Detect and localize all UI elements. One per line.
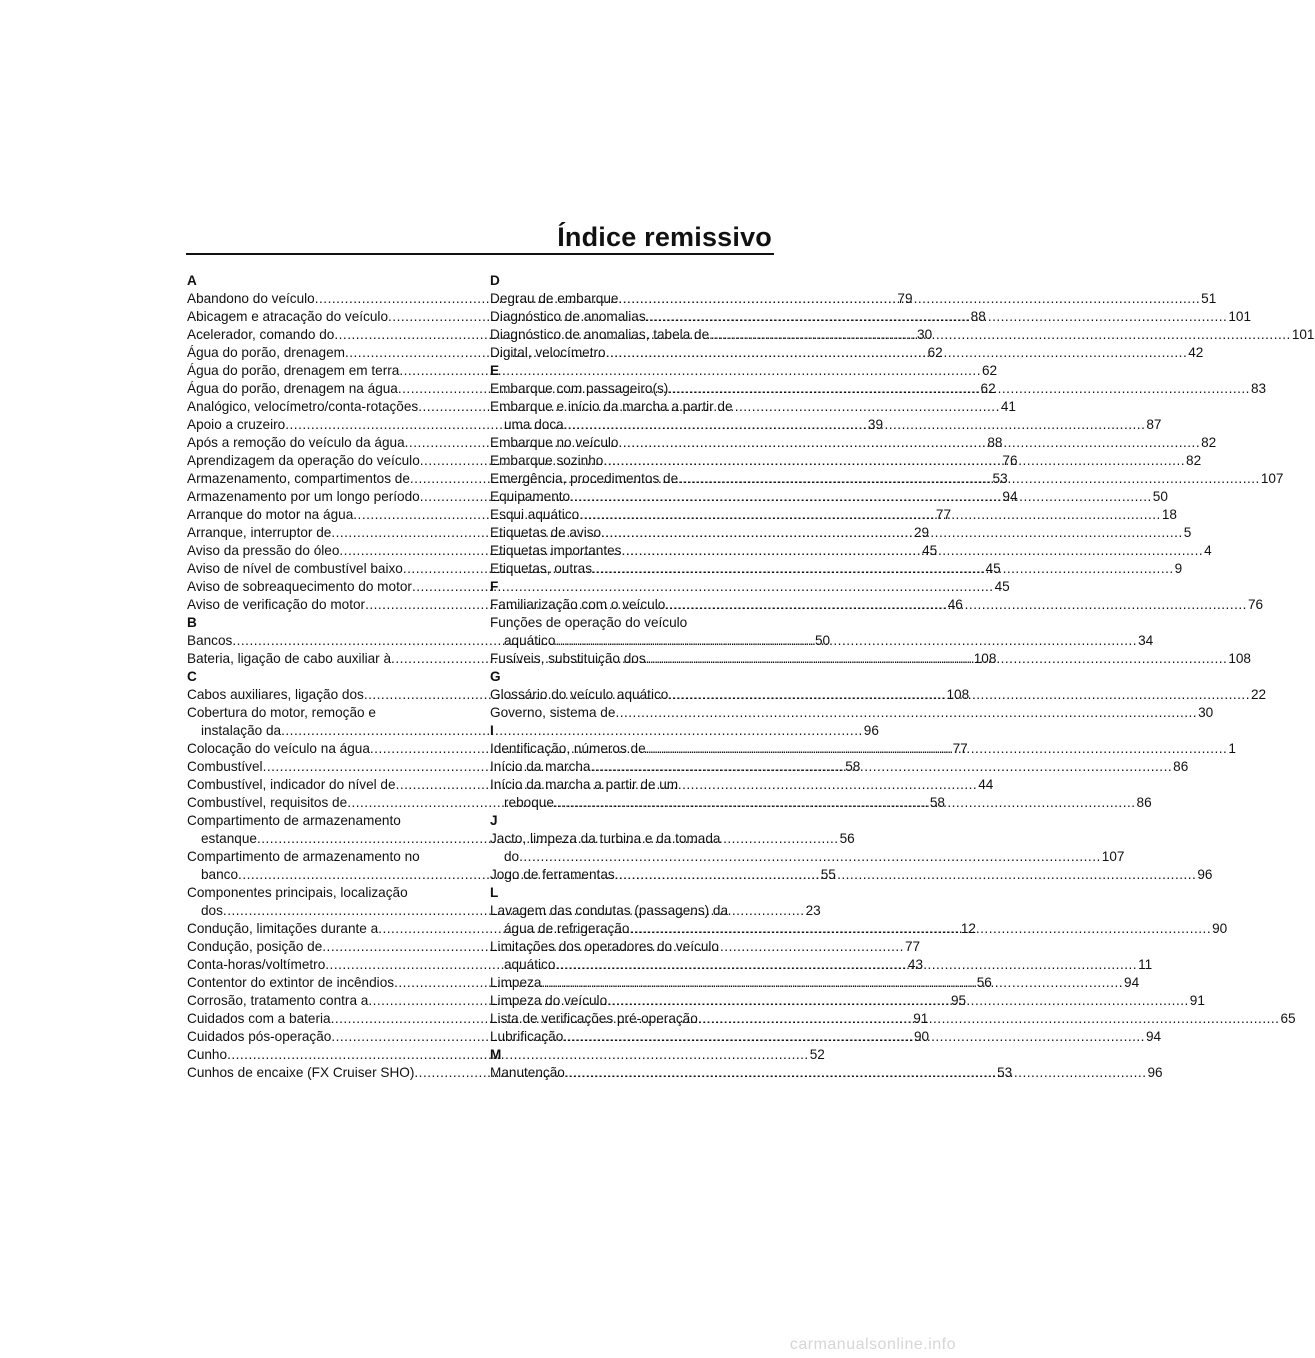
entry-label: Compartimento de armazenamento: [187, 813, 401, 828]
section-letter: A: [187, 273, 197, 288]
dot-leader: [621, 542, 1203, 560]
dot-leader: [570, 488, 1152, 506]
page-number: 50: [1152, 489, 1168, 504]
entry-label: Acelerador, comando do: [187, 327, 335, 342]
entry-label: Bateria, ligação de cabo auxiliar à: [187, 651, 392, 666]
entry-label: Aprendizagem da operação do veículo: [187, 453, 420, 468]
entry-label: Governo, sistema de: [490, 705, 616, 720]
dot-leader: [555, 956, 1137, 974]
entry-label: Diagnóstico de anomalias, tabela de: [490, 327, 710, 342]
page-number: 30: [1198, 705, 1214, 720]
page-number: 56: [839, 831, 855, 846]
page-number: 58: [929, 795, 945, 810]
dot-leader: [541, 974, 1123, 992]
entry-label: Água do porão, drenagem na água: [187, 381, 398, 396]
entry-label: aquático: [504, 633, 556, 648]
page-number: 86: [1136, 795, 1152, 810]
entry-label: estanque: [201, 831, 257, 846]
entry-label: Embarque no veículo: [490, 435, 619, 450]
entry-label: água de refrigeração: [504, 921, 630, 936]
entry-label: Funções de operação do veículo: [490, 615, 688, 630]
page-number: 90: [914, 1029, 930, 1044]
index-entry: [187, 578, 1010, 596]
entry-label: Cabos auxiliares, ligação dos: [187, 687, 364, 702]
entry-label: Degrau de embarque: [490, 291, 619, 306]
page-number: 62: [927, 345, 943, 360]
page-number: 79: [897, 291, 913, 306]
dot-leader: [601, 524, 1183, 542]
index-entry: [490, 650, 1251, 668]
entry-label: Apoio a cruzeiro: [187, 417, 286, 432]
section-letter: L: [490, 885, 499, 900]
entry-label: Fusíveis, substituição dos: [490, 651, 646, 666]
entry-label: Identificação, números de: [490, 741, 646, 756]
page-number: 76: [1002, 453, 1018, 468]
section-letter: B: [187, 615, 197, 630]
page-number: 46: [947, 597, 963, 612]
entry-label: Aviso de verificação do motor: [187, 597, 366, 612]
dot-leader: [591, 758, 1173, 776]
page-number: 5: [1183, 525, 1192, 540]
page-number: 53: [997, 1065, 1013, 1080]
page-number: 44: [978, 777, 994, 792]
entry-label: Embarque e início da marcha a partir de: [490, 399, 733, 414]
entry-label: Combustível, indicador do nível de: [187, 777, 396, 792]
entry-label: Abicagem e atracação do veículo: [187, 309, 389, 324]
entry-label: Água do porão, drenagem: [187, 345, 345, 360]
page-number: 88: [970, 309, 986, 324]
entry-label: Digital, velocímetro: [490, 345, 606, 360]
page-number: 1: [1228, 741, 1236, 756]
entry-label: Cuidados com a bateria: [187, 1011, 331, 1026]
page-number: 23: [805, 903, 821, 918]
title-rule: [186, 253, 774, 255]
page-number: 94: [1002, 489, 1018, 504]
page-number: 77: [952, 741, 968, 756]
page-number: 90: [1212, 921, 1228, 936]
entry-label: Lubrificação: [490, 1029, 564, 1044]
page-number: 95: [951, 993, 967, 1008]
dot-leader: [698, 1010, 1280, 1028]
entry-label: Etiquetas importantes: [490, 543, 622, 558]
page-number: 29: [913, 525, 930, 540]
entry-label: Arranque do motor na água: [187, 507, 354, 522]
entry-label: Compartimento de armazenamento no: [187, 849, 420, 864]
entry-label: Combustível: [187, 759, 263, 774]
entry-label: reboque: [504, 795, 554, 810]
dot-leader: [579, 506, 1161, 524]
section-letter: F: [490, 579, 499, 594]
entry-label: uma doca: [504, 417, 564, 432]
page-number: 11: [1138, 957, 1153, 972]
dot-leader: [646, 308, 1228, 326]
entry-label: Componentes principais, localização: [187, 885, 408, 900]
entry-label: Início da marcha: [490, 759, 591, 774]
dot-leader: [618, 290, 1200, 308]
dot-leader: [563, 1028, 1145, 1046]
entry-label: Lavagem das condutas (passagens) da: [490, 903, 729, 918]
entry-label: Emergência, procedimentos de: [490, 471, 679, 486]
entry-label: Abandono do veículo: [187, 291, 315, 306]
dot-leader: [665, 596, 1247, 614]
dot-leader: [646, 650, 1228, 668]
dot-leader: [618, 434, 1200, 452]
page-number: 9: [1174, 561, 1183, 576]
entry-label: Embarque com passageiro(s): [490, 381, 669, 396]
entry-label: dos: [201, 903, 223, 918]
page-number: 76: [1247, 597, 1264, 612]
entry-label: banco: [201, 867, 239, 882]
page-number: 65: [1280, 1011, 1296, 1026]
entry-label: Armazenamento, compartimentos de: [187, 471, 410, 486]
page-number: 45: [994, 579, 1010, 594]
index-entry: [490, 848, 1125, 866]
dot-leader: [519, 848, 1101, 866]
entry-label: Aviso da pressão do óleo: [187, 543, 340, 558]
entry-label: Limpeza do veículo: [490, 993, 608, 1008]
page-number: 30: [917, 327, 933, 342]
page-number: 96: [1197, 867, 1213, 882]
index-entry: [490, 704, 1214, 722]
index-entry: [187, 362, 998, 380]
entry-label: Colocação do veículo na água: [187, 741, 370, 756]
page-number: 107: [1260, 471, 1284, 486]
page-number: 94: [1145, 1029, 1162, 1044]
page-number: 83: [1250, 381, 1267, 396]
page-number: 51: [1201, 291, 1217, 306]
page-number: 42: [1188, 345, 1204, 360]
entry-label: Diagnóstico de anomalias: [490, 309, 646, 324]
page-number: 96: [863, 723, 879, 738]
page-number: 82: [1201, 435, 1217, 450]
entry-label: Corrosão, tratamento contra a: [187, 993, 369, 1008]
page-number: 39: [867, 417, 884, 432]
index-entry: [187, 722, 879, 740]
section-letter: C: [187, 669, 197, 684]
entry-label: Jogo de ferramentas: [490, 867, 615, 882]
entry-label: Arranque, interruptor de: [187, 525, 332, 540]
page-number: 45: [985, 561, 1001, 576]
entry-label: Lista de verificações pré-operação: [490, 1011, 698, 1026]
entry-label: Glossário do veículo aquático: [490, 687, 669, 702]
page-number: 87: [1146, 417, 1162, 432]
page-number: 58: [845, 759, 861, 774]
page-number: 77: [935, 507, 952, 522]
page-number: 108: [946, 687, 970, 702]
section-letter: M: [490, 1047, 502, 1062]
entry-label: Jacto, limpeza da turbina e da tomada: [490, 831, 721, 846]
page-number: 82: [1186, 453, 1202, 468]
entry-label: Cuidados pós-operação: [187, 1029, 332, 1044]
entry-label: Limpeza: [490, 975, 542, 990]
entry-label: Cunho: [187, 1047, 228, 1062]
page-number: 91: [913, 1011, 929, 1026]
dot-leader: [709, 326, 1291, 344]
entry-label: Armazenamento por um longo período: [187, 489, 420, 504]
dot-leader: [615, 866, 1197, 884]
page-number: 12: [960, 921, 976, 936]
entry-label: Combustível, requisitos de: [187, 795, 348, 810]
entry-label: do: [504, 849, 520, 864]
entry-label: Embarque sozinho: [490, 453, 604, 468]
page-number: 34: [1138, 633, 1154, 648]
page-number: 4: [1204, 543, 1212, 558]
entry-label: instalação da: [201, 723, 282, 738]
page-number: 41: [1000, 399, 1016, 414]
section-letter: D: [490, 273, 500, 288]
entry-label: Após a remoção do veículo da água: [187, 435, 405, 450]
page-number: 53: [992, 471, 1008, 486]
section-letter: G: [490, 669, 501, 684]
dot-leader: [646, 740, 1228, 758]
entry-label: Analógico, velocímetro/conta-rotações: [187, 399, 419, 414]
page-number: 18: [1161, 507, 1177, 522]
page-number: 108: [973, 651, 997, 666]
page-number: 52: [809, 1047, 825, 1062]
page-number: 56: [976, 975, 992, 990]
entry-label: Familiarização com o veículo: [490, 597, 666, 612]
entry-label: Condução, posição de: [187, 939, 323, 954]
page-number: 77: [904, 939, 921, 954]
dot-leader: [668, 380, 1250, 398]
dot-leader: [615, 704, 1197, 722]
entry-label: Água do porão, drenagem em terra: [187, 363, 400, 378]
section-letter: E: [490, 363, 500, 378]
entry-label: Limitações dos operadores do veículo: [490, 939, 719, 954]
entry-label: Manutenção: [490, 1065, 565, 1080]
dot-leader: [592, 560, 1174, 578]
watermark: carmanualsonline.info: [789, 1336, 956, 1353]
index-entry: [187, 1046, 825, 1064]
entry-label: Etiquetas, outras: [490, 561, 593, 576]
page-title: Índice remissivo: [557, 222, 772, 252]
page-number: 62: [982, 363, 998, 378]
page-number: 101: [1291, 327, 1315, 342]
entry-label: Conta-horas/voltímetro: [187, 957, 326, 972]
section-letter: I: [490, 723, 494, 738]
dot-leader: [678, 470, 1260, 488]
entry-label: Esqui aquático: [490, 507, 580, 522]
entry-label: Aviso de sobreaquecimento do motor: [187, 579, 412, 594]
entry-label: Contentor do extintor de incêndios: [187, 975, 395, 990]
page-number: 91: [1189, 993, 1205, 1008]
entry-label: Cobertura do motor, remoção e: [187, 705, 376, 720]
entry-label: Aviso de nível de combustível baixo: [187, 561, 403, 576]
dot-leader: [607, 992, 1189, 1010]
entry-label: Bancos: [187, 633, 233, 648]
page-number: 22: [1251, 687, 1267, 702]
dot-leader: [606, 344, 1188, 362]
page-number: 45: [922, 543, 938, 558]
dot-leader: [555, 632, 1137, 650]
entry-label: Cunhos de encaixe (FX Cruiser SHO): [187, 1065, 415, 1080]
page-number: 43: [907, 957, 924, 972]
page-number: 50: [815, 633, 831, 648]
page-number: 94: [1124, 975, 1140, 990]
entry-label: Equipamento: [490, 489, 571, 504]
page-number: 86: [1173, 759, 1189, 774]
page-number: 101: [1228, 309, 1252, 324]
entry-label: aquático: [504, 957, 556, 972]
page-number: 62: [980, 381, 996, 396]
page-number: 88: [987, 435, 1003, 450]
dot-leader: [629, 920, 1211, 938]
dot-leader: [603, 452, 1185, 470]
entry-label: Etiquetas de aviso: [490, 525, 602, 540]
dot-leader: [565, 1064, 1147, 1082]
entry-label: Condução, limitações durante a: [187, 921, 379, 936]
dot-leader: [564, 416, 1146, 434]
page-number: 55: [820, 867, 836, 882]
page-number: 96: [1147, 1065, 1163, 1080]
page-number: 107: [1101, 849, 1125, 864]
entry-label: Início da marcha a partir de um: [490, 777, 679, 792]
page-number: 108: [1228, 651, 1251, 666]
dot-leader: [554, 794, 1136, 812]
section-letter: J: [490, 813, 498, 828]
dot-leader: [668, 686, 1250, 704]
